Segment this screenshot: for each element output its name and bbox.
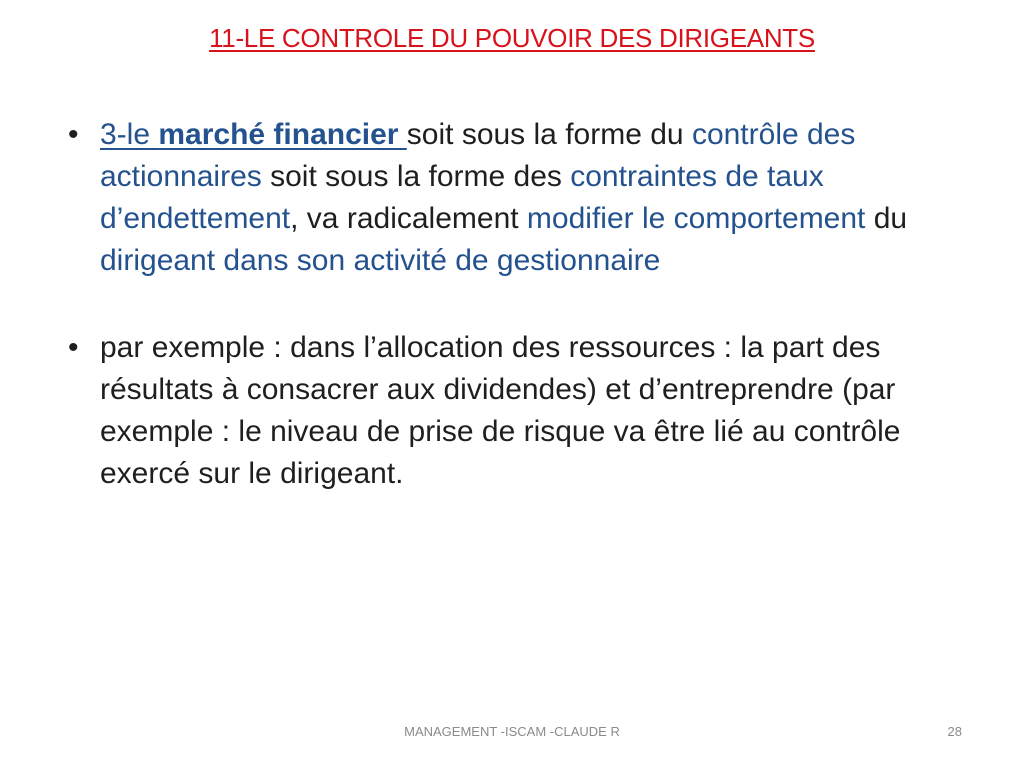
bullet-2-text: par exemple : dans l’allocation des ressources : la part des résultats à consacrer aux dividendes) et d’entreprendre (par exemple : le niveau de prise de risque va être lié au contrôle exercé sur le dirigeant. xyxy=(100,331,901,490)
bullet-marker: • xyxy=(68,331,79,364)
slide-title: 11-LE CONTROLE DU POUVOIR DES DIRIGEANTS xyxy=(209,23,815,53)
bullet-item-2 xyxy=(62,327,967,495)
bullet-1-text-b: soit sous la forme des xyxy=(261,160,571,193)
bullet-marker: • xyxy=(68,118,79,151)
bullet-1-highlight-c: modifier le comportement xyxy=(526,202,866,235)
bullet-1-highlight-a: contrôle des actionnaires xyxy=(100,118,856,193)
bullet-1-text-a: soit sous la forme du xyxy=(406,118,692,151)
bullet-item-1 xyxy=(62,114,967,282)
bullet-1-keyword: marché financier xyxy=(158,118,407,151)
bullet-1-prefix: 3-le xyxy=(100,118,159,151)
bullet-1-highlight-b: contraintes de taux d’endettement xyxy=(100,160,824,235)
bullet-1-text-d: du xyxy=(865,202,908,235)
slide-body xyxy=(62,114,967,495)
bullet-1-highlight-d: dirigeant dans son activité de gestionnaire xyxy=(100,244,661,277)
bullet-1-text-c: , va radicalement xyxy=(290,202,527,235)
page-number: 28 xyxy=(947,724,962,739)
footer-text: MANAGEMENT -ISCAM -CLAUDE R xyxy=(404,724,620,739)
